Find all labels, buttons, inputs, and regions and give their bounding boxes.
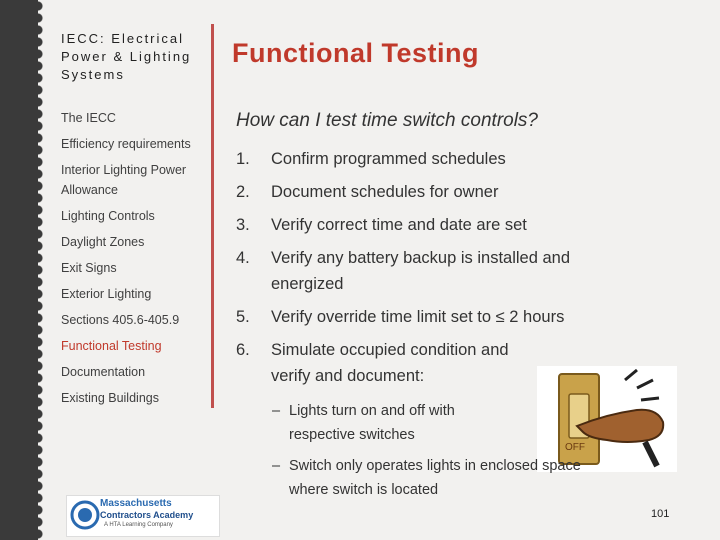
list-item [236, 212, 626, 238]
sidebar-nav [61, 108, 211, 414]
step-text: Simulate occupied condition and verify and document: [271, 341, 509, 385]
step-number: 6. [236, 341, 250, 359]
step-number: 1. [236, 150, 250, 168]
step-text: Verify any battery backup is installed and energized [271, 249, 571, 293]
subpoint-item [272, 454, 602, 502]
page-title: Functional Testing [232, 38, 479, 68]
sidebar-item-the-iecc[interactable]: The IECC [61, 111, 116, 125]
sidebar-divider [211, 24, 214, 408]
sidebar-item-sections[interactable]: Sections 405.6-405.9 [61, 313, 180, 327]
step-text: Confirm programmed schedules [271, 150, 506, 168]
page-number: 101 [651, 508, 670, 520]
subpoint-dash: – [272, 403, 281, 419]
sidebar-item-lighting-controls[interactable]: Lighting Controls [61, 209, 155, 223]
logo-line-1: Massachusetts [100, 498, 172, 509]
step-number: 5. [236, 308, 250, 326]
list-item [236, 337, 546, 389]
step-text: Document schedules for owner [271, 183, 499, 201]
sidebar-item-documentation[interactable]: Documentation [61, 365, 146, 379]
step-text: Verify correct time and date are set [271, 216, 527, 234]
step-number: 3. [236, 216, 250, 234]
dark-edge-strip [0, 0, 38, 540]
subpoint-dash: – [272, 458, 281, 474]
step-number: 4. [236, 249, 250, 267]
sidebar-item-functional-testing[interactable]: Functional Testing [61, 339, 162, 353]
subpoint-text: Lights turn on and off with respective switches [289, 403, 455, 443]
question-heading: How can I test time switch controls? [236, 110, 538, 131]
step-text: Verify override time limit set to ≤ 2 hours [271, 308, 565, 326]
switch-off-label: OFF [565, 442, 585, 453]
sidebar-item-daylight-zones[interactable]: Daylight Zones [61, 235, 145, 249]
subpoint-item [272, 399, 602, 447]
sidebar-item-interior-lighting-power-allowance[interactable]: Interior Lighting Power Allowance [61, 163, 187, 197]
sidebar-brand: IECC: Electrical Power & Lighting Systems [61, 31, 192, 82]
sidebar-item-efficiency-requirements[interactable]: Efficiency requirements [61, 137, 191, 151]
list-item [236, 304, 626, 330]
step-number: 2. [236, 183, 250, 201]
subpoint-text: Switch only operates lights in enclosed space where switch is located [289, 458, 581, 498]
sidebar-item-existing-buildings[interactable]: Existing Buildings [61, 391, 159, 405]
list-item [236, 245, 626, 297]
steps-list [236, 146, 626, 396]
list-item [236, 179, 626, 205]
logo-line-2: Contractors Academy [100, 510, 194, 520]
list-item [236, 146, 626, 172]
sidebar-item-exit-signs[interactable]: Exit Signs [61, 261, 117, 275]
logo-line-3: A HTA Learning Company [104, 522, 173, 528]
sidebar-item-exterior-lighting[interactable]: Exterior Lighting [61, 287, 152, 301]
academy-logo-icon [70, 500, 100, 530]
